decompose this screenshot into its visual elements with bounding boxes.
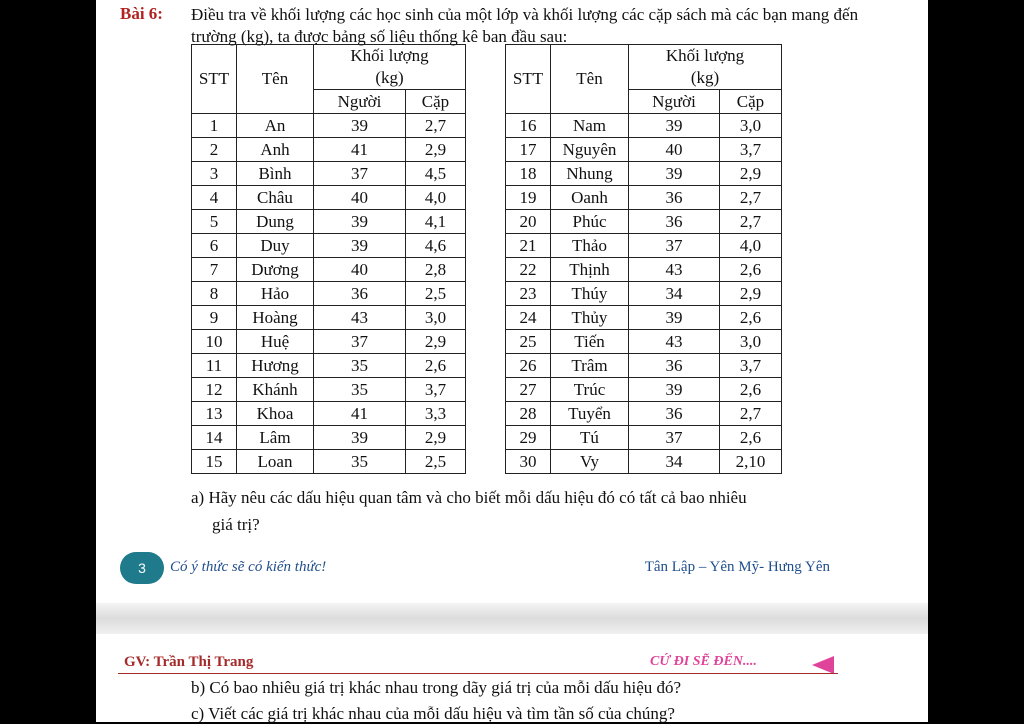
cell-name: Tú xyxy=(551,426,629,450)
question-c: c) Viết các giá trị khác nhau của mỗi dấu hiệu và tìm tần số của chúng? xyxy=(191,704,675,723)
table-row xyxy=(192,258,466,282)
cell-person-mass: 39 xyxy=(314,234,406,258)
cell-stt: 28 xyxy=(506,402,551,426)
question-a xyxy=(191,484,861,538)
exercise-intro: Điều tra về khối lượng các học sinh của một lớp và khối lượng các cặp sách mà các bạn mang đến trường (kg), ta được bảng số liệu thống kê ban đầu sau: xyxy=(191,5,859,46)
cell-bag-mass: 2,8 xyxy=(406,258,466,282)
cell-person-mass: 40 xyxy=(314,186,406,210)
cell-stt: 22 xyxy=(506,258,551,282)
cell-stt: 25 xyxy=(506,330,551,354)
cell-stt: 21 xyxy=(506,234,551,258)
cell-name: Phúc xyxy=(551,210,629,234)
table-row xyxy=(192,114,466,138)
header-person: Người xyxy=(629,90,720,114)
cell-person-mass: 39 xyxy=(314,210,406,234)
table-row xyxy=(192,306,466,330)
footer-place: Tân Lập – Yên Mỹ- Hưng Yên xyxy=(644,559,830,575)
header-mass-line2: (kg) xyxy=(375,68,404,87)
table-row xyxy=(192,378,466,402)
cell-name: Loan xyxy=(237,450,314,474)
cell-person-mass: 37 xyxy=(314,330,406,354)
cell-person-mass: 36 xyxy=(629,186,720,210)
cell-name: Duy xyxy=(237,234,314,258)
cell-bag-mass: 2,9 xyxy=(720,282,782,306)
table-row xyxy=(192,330,466,354)
cell-name: Trâm xyxy=(551,354,629,378)
table-row xyxy=(506,258,782,282)
cell-person-mass: 43 xyxy=(629,258,720,282)
cell-person-mass: 34 xyxy=(629,282,720,306)
data-table-right xyxy=(505,44,782,474)
cell-stt: 17 xyxy=(506,138,551,162)
cell-stt: 19 xyxy=(506,186,551,210)
exercise-label: Bài 6: xyxy=(120,4,163,23)
cell-bag-mass: 2,9 xyxy=(406,138,466,162)
cell-person-mass: 37 xyxy=(629,234,720,258)
table-row xyxy=(506,138,782,162)
cell-stt: 26 xyxy=(506,354,551,378)
cell-bag-mass: 2,7 xyxy=(720,402,782,426)
cell-name: Vy xyxy=(551,450,629,474)
cell-person-mass: 40 xyxy=(629,138,720,162)
header-person: Người xyxy=(314,90,406,114)
header-motto: CỨ ĐI SẼ ĐẾN.... xyxy=(650,654,757,669)
page-gap xyxy=(96,603,928,634)
cell-bag-mass: 3,0 xyxy=(720,330,782,354)
cell-bag-mass: 2,10 xyxy=(720,450,782,474)
cell-bag-mass: 4,0 xyxy=(720,234,782,258)
table-row xyxy=(192,426,466,450)
cell-stt: 5 xyxy=(192,210,237,234)
cell-stt: 27 xyxy=(506,378,551,402)
cell-bag-mass: 2,9 xyxy=(720,162,782,186)
cell-name: Dung xyxy=(237,210,314,234)
cell-stt: 20 xyxy=(506,210,551,234)
cell-bag-mass: 3,0 xyxy=(406,306,466,330)
cell-name: Lâm xyxy=(237,426,314,450)
cell-stt: 16 xyxy=(506,114,551,138)
cell-name: Nam xyxy=(551,114,629,138)
cell-name: Anh xyxy=(237,138,314,162)
table-row xyxy=(506,330,782,354)
header-stt: STT xyxy=(192,45,237,114)
header-name: Tên xyxy=(237,45,314,114)
cell-bag-mass: 2,6 xyxy=(720,378,782,402)
table-row xyxy=(506,306,782,330)
table-row xyxy=(506,186,782,210)
cell-name: Châu xyxy=(237,186,314,210)
cell-person-mass: 37 xyxy=(629,426,720,450)
cell-stt: 8 xyxy=(192,282,237,306)
cell-stt: 29 xyxy=(506,426,551,450)
page-number-badge: 3 xyxy=(120,552,164,584)
table-row xyxy=(506,378,782,402)
cell-stt: 12 xyxy=(192,378,237,402)
cell-person-mass: 39 xyxy=(314,426,406,450)
table-row xyxy=(506,450,782,474)
header-bag: Cặp xyxy=(720,90,782,114)
question-a-line1: a) Hãy nêu các dấu hiệu quan tâm và cho biết mỗi dấu hiệu đó có tất cả bao nhiêu xyxy=(191,488,747,507)
cell-person-mass: 41 xyxy=(314,402,406,426)
cell-stt: 3 xyxy=(192,162,237,186)
cell-bag-mass: 4,1 xyxy=(406,210,466,234)
cell-name: Tiến xyxy=(551,330,629,354)
cell-name: An xyxy=(237,114,314,138)
cell-bag-mass: 2,7 xyxy=(720,186,782,210)
table-row xyxy=(506,426,782,450)
cell-person-mass: 39 xyxy=(314,114,406,138)
cell-bag-mass: 4,5 xyxy=(406,162,466,186)
question-a-line2: giá trị? xyxy=(212,515,260,534)
cell-person-mass: 39 xyxy=(629,162,720,186)
cell-person-mass: 43 xyxy=(629,330,720,354)
cell-stt: 4 xyxy=(192,186,237,210)
cell-bag-mass: 2,6 xyxy=(406,354,466,378)
table-row xyxy=(192,162,466,186)
cell-person-mass: 36 xyxy=(629,402,720,426)
cell-name: Thủy xyxy=(551,306,629,330)
table-row xyxy=(506,402,782,426)
cell-bag-mass: 2,6 xyxy=(720,306,782,330)
cell-person-mass: 39 xyxy=(629,306,720,330)
table-row xyxy=(192,282,466,306)
header-divider xyxy=(118,673,838,674)
cell-bag-mass: 2,9 xyxy=(406,330,466,354)
cell-stt: 15 xyxy=(192,450,237,474)
cell-name: Hương xyxy=(237,354,314,378)
cell-person-mass: 41 xyxy=(314,138,406,162)
header-bag: Cặp xyxy=(406,90,466,114)
cell-stt: 14 xyxy=(192,426,237,450)
cell-name: Trúc xyxy=(551,378,629,402)
table-row xyxy=(506,282,782,306)
cell-stt: 11 xyxy=(192,354,237,378)
header-mass xyxy=(629,45,782,90)
cell-person-mass: 39 xyxy=(629,378,720,402)
table-row xyxy=(192,138,466,162)
cell-person-mass: 34 xyxy=(629,450,720,474)
cell-bag-mass: 2,9 xyxy=(406,426,466,450)
cell-bag-mass: 3,0 xyxy=(720,114,782,138)
cell-name: Thúy xyxy=(551,282,629,306)
cell-stt: 30 xyxy=(506,450,551,474)
cell-bag-mass: 2,5 xyxy=(406,282,466,306)
cell-bag-mass: 3,7 xyxy=(720,138,782,162)
cell-name: Nguyên xyxy=(551,138,629,162)
header-mass xyxy=(314,45,466,90)
table-row xyxy=(192,210,466,234)
table-row xyxy=(192,450,466,474)
cell-name: Khánh xyxy=(237,378,314,402)
cell-stt: 23 xyxy=(506,282,551,306)
cell-name: Huệ xyxy=(237,330,314,354)
cell-name: Khoa xyxy=(237,402,314,426)
header-mass-line2: (kg) xyxy=(690,68,720,87)
cell-bag-mass: 4,0 xyxy=(406,186,466,210)
cell-person-mass: 36 xyxy=(629,210,720,234)
teacher-name: GV: Trần Thị Trang xyxy=(124,654,254,670)
cell-name: Tuyển xyxy=(551,402,629,426)
table-row xyxy=(506,162,782,186)
cell-stt: 7 xyxy=(192,258,237,282)
cell-person-mass: 35 xyxy=(314,378,406,402)
header-name: Tên xyxy=(551,45,629,114)
cell-bag-mass: 2,5 xyxy=(406,450,466,474)
cell-name: Hoàng xyxy=(237,306,314,330)
table-row xyxy=(506,234,782,258)
table-row xyxy=(506,210,782,234)
cell-name: Nhung xyxy=(551,162,629,186)
header-mass-line1: Khối lượng xyxy=(665,46,745,65)
cell-bag-mass: 3,7 xyxy=(720,354,782,378)
cell-name: Thịnh xyxy=(551,258,629,282)
table-row xyxy=(192,186,466,210)
table-row xyxy=(192,234,466,258)
cell-stt: 1 xyxy=(192,114,237,138)
cell-name: Oanh xyxy=(551,186,629,210)
table-row xyxy=(506,354,782,378)
cell-bag-mass: 2,6 xyxy=(720,426,782,450)
cell-person-mass: 39 xyxy=(629,114,720,138)
cell-name: Bình xyxy=(237,162,314,186)
cell-bag-mass: 2,6 xyxy=(720,258,782,282)
cell-bag-mass: 2,7 xyxy=(406,114,466,138)
cell-person-mass: 36 xyxy=(314,282,406,306)
cell-stt: 10 xyxy=(192,330,237,354)
table-row xyxy=(506,114,782,138)
cell-person-mass: 35 xyxy=(314,450,406,474)
header-stt: STT xyxy=(506,45,551,114)
header-mass-line1: Khối lượng xyxy=(350,46,429,65)
cell-person-mass: 35 xyxy=(314,354,406,378)
cell-name: Dương xyxy=(237,258,314,282)
footer-slogan: Có ý thức sẽ có kiến thức! xyxy=(170,559,327,575)
cell-bag-mass: 4,6 xyxy=(406,234,466,258)
table-row xyxy=(192,354,466,378)
cell-stt: 2 xyxy=(192,138,237,162)
cell-stt: 6 xyxy=(192,234,237,258)
cell-bag-mass: 3,3 xyxy=(406,402,466,426)
cell-person-mass: 43 xyxy=(314,306,406,330)
cell-bag-mass: 3,7 xyxy=(406,378,466,402)
table-row xyxy=(192,402,466,426)
cell-name: Hảo xyxy=(237,282,314,306)
cell-person-mass: 37 xyxy=(314,162,406,186)
cell-stt: 9 xyxy=(192,306,237,330)
question-b: b) Có bao nhiêu giá trị khác nhau trong dãy giá trị của mỗi dấu hiệu đó? xyxy=(191,678,682,697)
cell-stt: 13 xyxy=(192,402,237,426)
cell-stt: 18 xyxy=(506,162,551,186)
cell-stt: 24 xyxy=(506,306,551,330)
cell-person-mass: 36 xyxy=(629,354,720,378)
arrow-left-icon xyxy=(812,656,834,674)
cell-person-mass: 40 xyxy=(314,258,406,282)
cell-name: Thảo xyxy=(551,234,629,258)
data-table-left xyxy=(191,44,466,474)
cell-bag-mass: 2,7 xyxy=(720,210,782,234)
